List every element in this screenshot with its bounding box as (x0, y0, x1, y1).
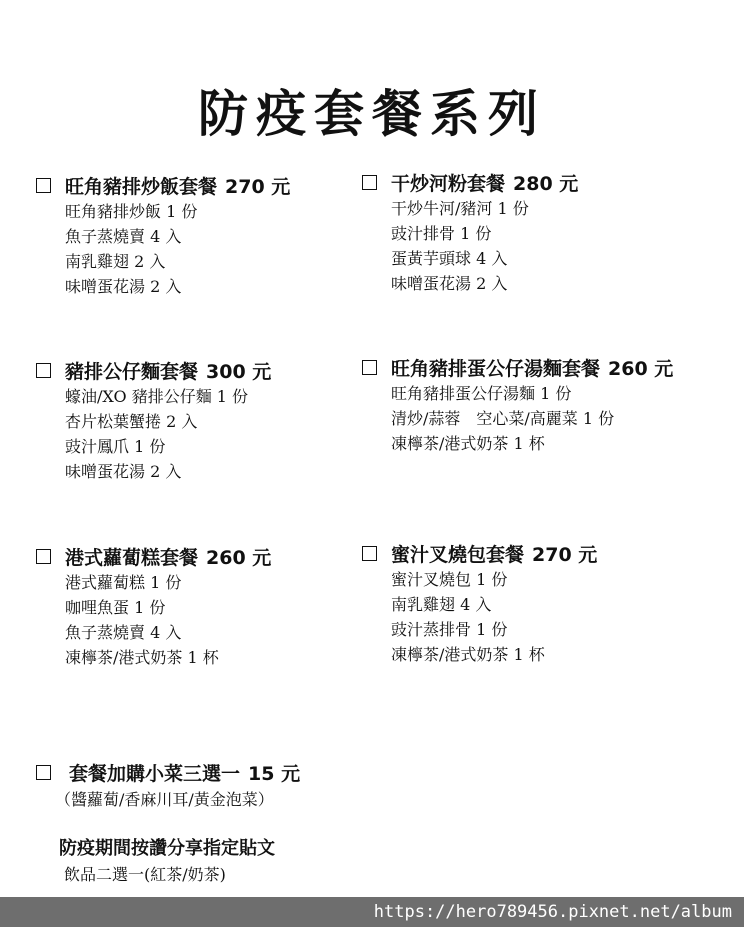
checkbox-icon[interactable] (36, 178, 51, 193)
set-meal-item: 凍檸茶/港式奶茶 1 杯 (65, 648, 219, 667)
set-meal-block (362, 168, 578, 296)
set-meal-item: 蠔油/XO 豬排公仔麵 1 份 (65, 387, 249, 406)
set-meal-header (36, 542, 271, 570)
set-meal-item: 港式蘿蔔糕 1 份 (65, 573, 182, 592)
set-meal-header (36, 171, 290, 199)
set-meal-item: 凍檸茶/港式奶茶 1 杯 (391, 434, 545, 453)
checkbox-icon[interactable] (362, 175, 377, 190)
set-meal-item: 豉汁排骨 1 份 (391, 224, 492, 243)
set-meal-block (362, 539, 597, 667)
set-meal-header (362, 353, 673, 381)
set-meal-item: 旺角豬排炒飯 1 份 (65, 202, 198, 221)
set-meal-item: 干炒牛河/豬河 1 份 (391, 199, 529, 218)
promo-detail: 飲品二選一(紅茶/奶茶) (64, 865, 226, 884)
set-meal-item: 味噌蛋花湯 2 入 (65, 462, 182, 481)
checkbox-icon[interactable] (36, 363, 51, 378)
set-meal-name: 旺角豬排蛋公仔湯麵套餐 (391, 357, 601, 380)
set-meal-block (36, 542, 271, 670)
addon-name: 套餐加購小菜三選一 (69, 762, 241, 785)
checkbox-icon[interactable] (362, 546, 377, 561)
set-meal-item: 南乳雞翅 4 入 (391, 595, 492, 614)
set-meal-item: 旺角豬排蛋公仔湯麵 1 份 (391, 384, 572, 403)
set-meal-item: 咖哩魚蛋 1 份 (65, 598, 166, 617)
checkbox-icon[interactable] (362, 360, 377, 375)
set-meal-name: 旺角豬排炒飯套餐 (65, 175, 218, 198)
set-meal-name: 蜜汁叉燒包套餐 (391, 543, 525, 566)
page-title: 防疫套餐系列 (198, 84, 546, 143)
promo-title: 防疫期間按讚分享指定貼文 (59, 838, 275, 859)
set-meal-item: 凍檸茶/港式奶茶 1 杯 (391, 645, 545, 664)
checkbox-icon[interactable] (36, 765, 51, 780)
set-meal-item: 魚子蒸燒賣 4 入 (65, 623, 182, 642)
set-meal-items (36, 199, 290, 299)
set-meal-price: 270 元 (225, 175, 291, 198)
set-meal-price: 280 元 (513, 172, 579, 195)
set-meal-items (362, 196, 578, 296)
set-meal-items (36, 384, 271, 484)
set-meal-item: 蛋黃芋頭球 4 入 (391, 249, 508, 268)
set-meal-block (36, 171, 290, 299)
checkbox-icon[interactable] (36, 549, 51, 564)
addon-price: 15 元 (248, 762, 301, 785)
set-meal-name: 港式蘿蔔糕套餐 (65, 546, 199, 569)
set-meal-item: 魚子蒸燒賣 4 入 (65, 227, 182, 246)
set-meal-item: 清炒/蒜蓉 空心菜/高麗菜 1 份 (391, 409, 615, 428)
set-meal-price: 260 元 (206, 546, 272, 569)
addon-options: （醬蘿蔔/香麻川耳/黃金泡菜） (55, 790, 274, 809)
addon-block (36, 758, 300, 786)
set-meal-item: 豉汁鳳爪 1 份 (65, 437, 166, 456)
set-meal-name: 干炒河粉套餐 (391, 172, 506, 195)
set-meal-block (36, 356, 271, 484)
set-meal-header (36, 356, 271, 384)
set-meal-item: 豉汁蒸排骨 1 份 (391, 620, 508, 639)
set-meal-price: 270 元 (532, 543, 598, 566)
addon-header (36, 758, 300, 786)
set-meal-items (362, 567, 597, 667)
set-meal-block (362, 353, 673, 456)
set-meal-items (362, 381, 673, 456)
set-meal-name: 豬排公仔麵套餐 (65, 360, 199, 383)
set-meal-price: 300 元 (206, 360, 272, 383)
set-meal-item: 南乳雞翅 2 入 (65, 252, 166, 271)
set-meal-items (36, 570, 271, 670)
set-meal-item: 杏片松葉蟹捲 2 入 (65, 412, 198, 431)
set-meal-item: 味噌蛋花湯 2 入 (391, 274, 508, 293)
set-meal-price: 260 元 (608, 357, 674, 380)
set-meal-header (362, 168, 578, 196)
set-meal-item: 味噌蛋花湯 2 入 (65, 277, 182, 296)
watermark-bar (0, 897, 744, 927)
watermark-url: https://hero789456.pixnet.net/album (373, 902, 732, 922)
set-meal-item: 蜜汁叉燒包 1 份 (391, 570, 508, 589)
set-meal-header (362, 539, 597, 567)
